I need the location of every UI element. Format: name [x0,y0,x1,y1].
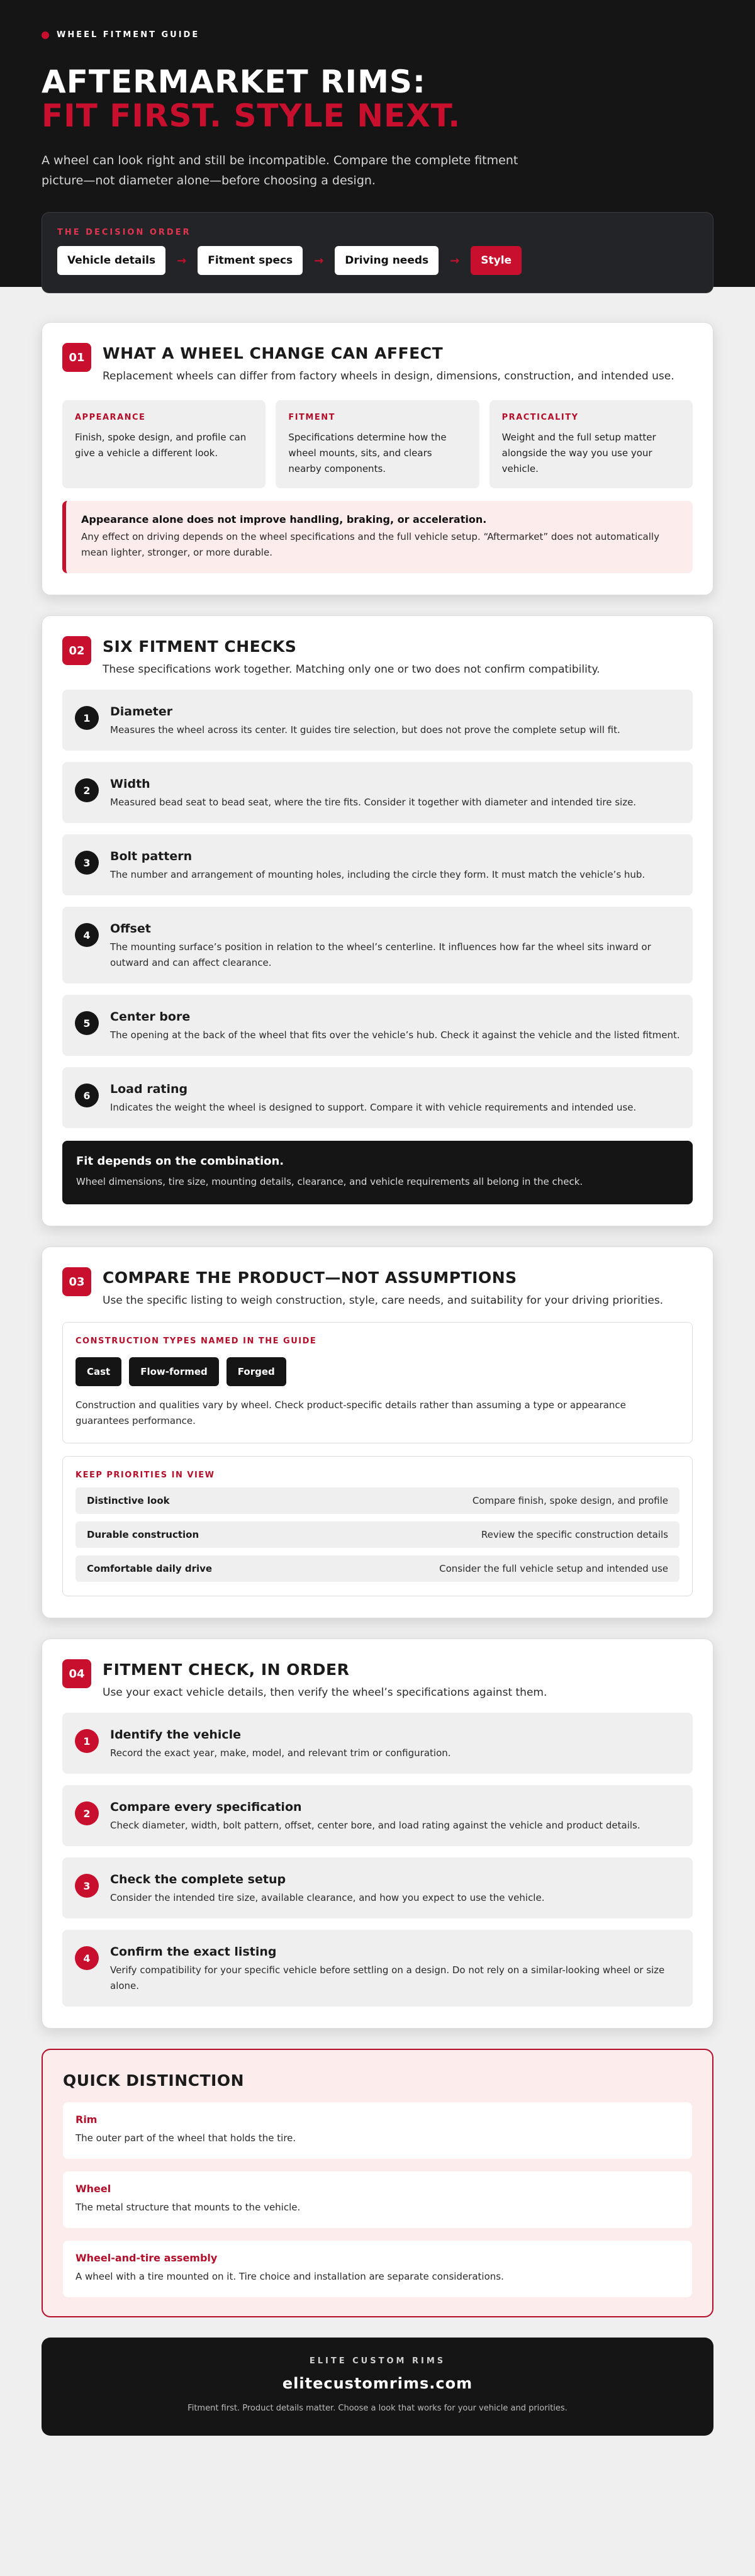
term-title: Wheel [76,2183,111,2195]
combination-note [62,1141,693,1204]
tile-description: Finish, spoke design, and profile can give a vehicle a different look. [75,432,247,459]
section-six-fitment-checks [42,615,713,1226]
section-number: 01 [62,343,91,372]
section-number: 03 [62,1267,91,1296]
priority-row [76,1521,680,1548]
tile-practicality [489,400,693,488]
callout-body: Any effect on driving depends on the wheel specifications and the full vehicle setup. “Aftermarket” does not automatically mean lighter, stronger, or more durable. [81,531,659,558]
priority-name: Distinctive look [87,1495,170,1506]
term-description: A wheel with a tire mounted on it. Tire choice and installation are separate considerations. [76,2271,504,2282]
check-description: Indicates the weight the wheel is designed to support. Compare it with vehicle requirements and intended use. [110,1102,637,1113]
order-step-compare-specs [62,1785,693,1846]
construction-label: CONSTRUCTION TYPES NAMED IN THE GUIDE [76,1336,317,1346]
check-number: 4 [75,923,99,947]
note-heading: Fit depends on the combination. [76,1155,284,1168]
construction-chips [76,1357,680,1386]
step-description: Consider the intended tire size, available clearance, and how you expect to use the vehicle. [110,1892,545,1903]
check-description: The number and arrangement of mounting holes, including the circle they form. It must match the vehicle’s hub. [110,869,646,880]
arrow-right-icon: → [314,254,324,267]
check-title: Center bore [110,1010,191,1024]
section-title: WHAT A WHEEL CHANGE CAN AFFECT [103,344,444,362]
construction-note: Construction and qualities vary by wheel. Check product-specific details rather than assuming a type or appearance guarantees performance. [76,1399,626,1426]
priorities-panel [62,1456,693,1596]
red-dot-icon [42,31,49,39]
tile-description: Weight and the full setup matter alongside the way you use your vehicle. [501,432,656,474]
tile-description: Specifications determine how the wheel mounts, sits, and clears nearby components. [288,432,447,474]
check-item-load-rating [62,1067,693,1128]
decision-step-driving-needs: Driving needs [335,246,439,275]
tile-appearance [62,400,266,488]
step-title: Compare every specification [110,1800,302,1814]
quick-title: QUICK DISTINCTION [63,2071,244,2090]
decision-step-fitment-specs: Fitment specs [198,246,303,275]
tile-fitment [276,400,479,488]
step-number: 4 [75,1946,99,1970]
priority-value: Compare finish, spoke design, and profile [472,1495,668,1506]
check-number: 3 [75,851,99,875]
term-wheel-and-tire-assembly [63,2241,692,2297]
section-fitment-check-in-order [42,1638,713,2029]
title-line-1: AFTERMARKET RIMS: [42,64,426,100]
check-title: Bolt pattern [110,849,193,863]
check-title: Load rating [110,1082,188,1096]
section-title: COMPARE THE PRODUCT—NOT ASSUMPTIONS [103,1268,517,1287]
effect-tiles [62,400,693,488]
chip-forged: Forged [226,1357,286,1386]
section-number: 02 [62,636,91,665]
step-title: Confirm the exact listing [110,1945,277,1959]
chip-flow-formed: Flow-formed [129,1357,219,1386]
check-item-width [62,762,693,823]
section-what-wheel-change-affects [42,322,713,595]
tile-title: FITMENT [288,413,335,422]
term-wheel [63,2171,692,2228]
section-description: These specifications work together. Matching only one or two does not confirm compatibility. [103,663,600,676]
quick-distinction [42,2049,713,2317]
footer [42,2338,713,2436]
priority-value: Consider the full vehicle setup and intended use [439,1563,668,1574]
tile-title: PRACTICALITY [501,413,579,422]
section-description: Replacement wheels can differ from factory wheels in design, dimensions, construction, and intended use. [103,370,674,383]
appearance-callout [62,501,693,573]
term-description: The outer part of the wheel that holds the tire. [76,2132,296,2144]
check-title: Width [110,777,150,791]
term-rim [63,2102,692,2159]
chip-cast: Cast [76,1357,121,1386]
main-content [0,247,755,2436]
step-title: Identify the vehicle [110,1728,242,1742]
check-description: Measured bead seat to bead seat, where the tire fits. Consider it together with diameter and intended tire size. [110,797,637,808]
order-step-check-setup [62,1857,693,1918]
section-header [62,343,693,385]
section-header [62,1267,693,1309]
check-item-center-bore [62,995,693,1056]
section-number: 04 [62,1659,91,1688]
eyebrow [42,30,713,40]
step-description: Check diameter, width, bolt pattern, offset, center bore, and load rating against the vehicle and product details. [110,1820,640,1831]
section-description: Use the specific listing to weigh construction, style, care needs, and suitability for your driving priorities. [103,1294,664,1307]
section-title: SIX FITMENT CHECKS [103,637,297,656]
hero [0,0,755,287]
callout-heading: Appearance alone does not improve handling, braking, or acceleration. [81,513,487,525]
section-header [62,1659,693,1701]
term-title: Rim [76,2114,98,2125]
term-title: Wheel-and-tire assembly [76,2252,218,2264]
footer-brand: ELITE CUSTOM RIMS [309,2356,446,2366]
check-description: The mounting surface’s position in relation to the wheel’s centerline. It influences how far the wheel sits inward or outward and can affect clearance. [110,941,651,968]
decision-step-style: Style [471,246,522,275]
title-line-2: FIT FIRST. STYLE NEXT. [42,98,461,134]
check-number: 5 [75,1011,99,1035]
note-body: Wheel dimensions, tire size, mounting details, clearance, and vehicle requirements all belong in the check. [76,1176,583,1187]
term-description: The metal structure that mounts to the vehicle. [76,2202,301,2213]
order-step-identify-vehicle [62,1713,693,1774]
decision-step-vehicle-details: Vehicle details [57,246,165,275]
priorities-label: KEEP PRIORITIES IN VIEW [76,1470,215,1480]
check-number: 1 [75,706,99,730]
check-title: Diameter [110,705,173,719]
step-description: Verify compatibility for your specific vehicle before settling on a design. Do not rely on a similar-looking wheel or size alone. [110,1964,665,1991]
footer-site-link[interactable]: elitecustomrims.com [282,2375,473,2392]
check-item-offset [62,907,693,983]
step-number: 2 [75,1801,99,1825]
priority-name: Comfortable daily drive [87,1563,213,1574]
section-title: FITMENT CHECK, IN ORDER [103,1660,350,1679]
check-description: The opening at the back of the wheel that fits over the vehicle’s hub. Check it against the vehicle and the listed fitment. [110,1029,680,1041]
step-number: 3 [75,1874,99,1898]
step-title: Check the complete setup [110,1873,286,1886]
priority-value: Review the specific construction details [481,1529,668,1540]
tile-title: APPEARANCE [75,413,146,422]
decision-order-label: THE DECISION ORDER [57,228,191,237]
footer-tagline: Fitment first. Product details matter. Choose a look that works for your vehicle and priorities. [187,2404,568,2413]
hero-lede: A wheel can look right and still be incompatible. Compare the complete fitment picture—not diameter alone—before choosing a design. [42,154,518,188]
section-header [62,636,693,678]
check-number: 6 [75,1084,99,1107]
check-item-diameter [62,690,693,751]
check-item-bolt-pattern [62,834,693,895]
section-compare-product [42,1246,713,1618]
priority-row [76,1555,680,1582]
arrow-right-icon: → [450,254,460,267]
eyebrow-text: WHEEL FITMENT GUIDE [57,30,200,40]
check-title: Offset [110,922,151,936]
priority-row [76,1487,680,1514]
check-number: 2 [75,778,99,802]
step-number: 1 [75,1729,99,1753]
order-step-confirm-listing [62,1930,693,2007]
priority-name: Durable construction [87,1529,199,1540]
construction-types-panel [62,1322,693,1443]
step-description: Record the exact year, make, model, and relevant trim or configuration. [110,1747,451,1759]
page-title [42,65,713,133]
section-description: Use your exact vehicle details, then verify the wheel’s specifications against them. [103,1686,547,1699]
check-description: Measures the wheel across its center. It guides tire selection, but does not prove the complete setup will fit. [110,724,620,736]
arrow-right-icon: → [177,254,187,267]
